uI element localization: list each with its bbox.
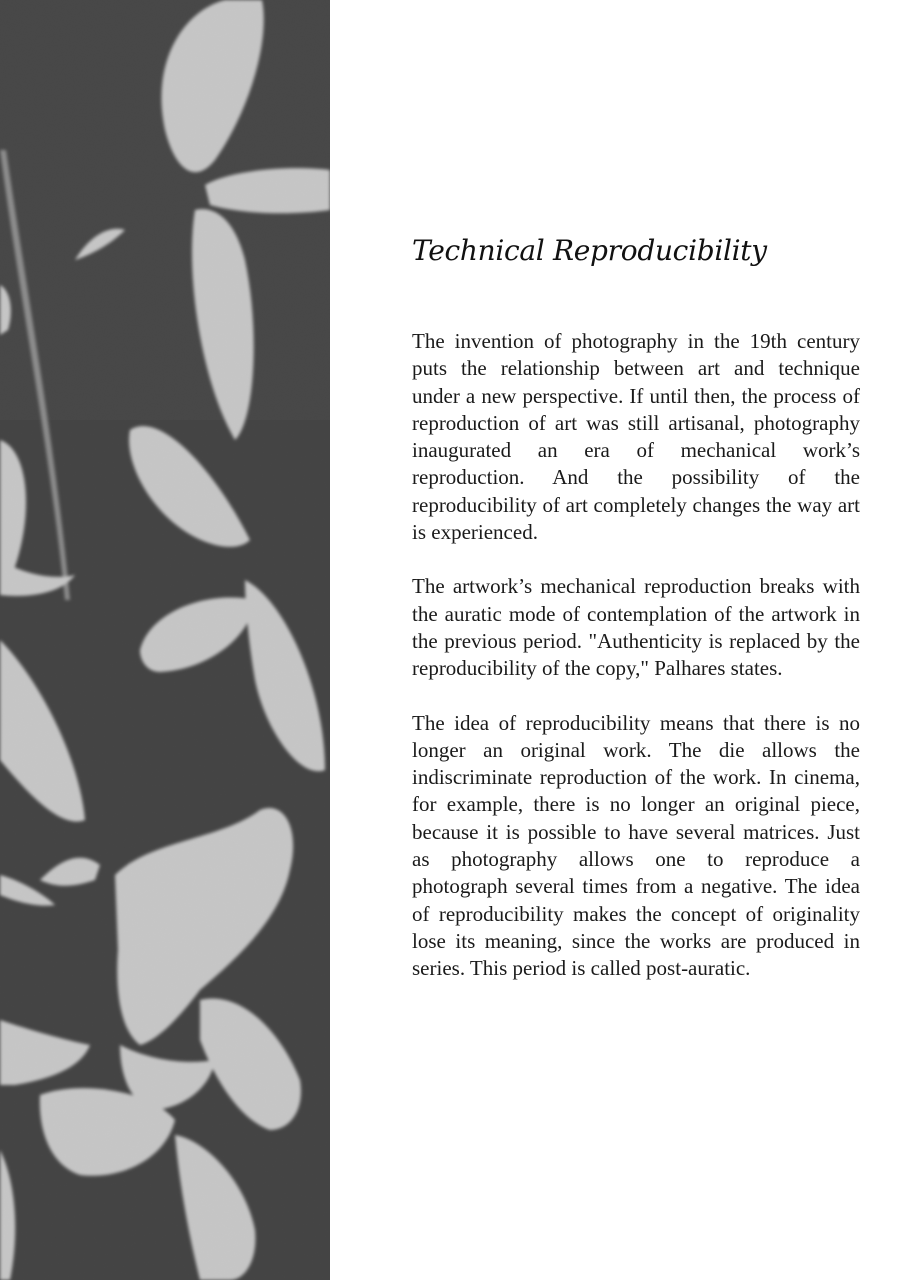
article-title: Technical Reproducibility — [412, 234, 767, 267]
cyanotype-leaf-photo-icon — [0, 0, 330, 1280]
leaf-photograph — [0, 0, 330, 1280]
article-paragraph: The artwork’s mechanical reproduction breaks with the auratic mode of contemplation of the artwork in the previous period. "Authenticity is replaced by the reproducibility of the copy," Palhares states. — [412, 574, 860, 681]
article — [412, 226, 860, 1010]
article-paragraph: The invention of photography in the 19th century puts the relationship between art and technique under a new perspective. If until then, the process of reproduction of art was still artisanal, photography inaugurated an era of mechanical work’s reproduction. And the possibility of the reproducibility of art completely changes the way art is experienced. — [412, 329, 860, 545]
article-paragraph: The idea of reproducibility means that there is no longer an original work. The die allows the indiscriminate reproduction of the work. In cinema, for example, there is no longer an original piece, because it is possible to have several matrices. Just as photography allows one to reproduce a photograph several times from a negative. The idea of reproducibility makes the concept of originality lose its meaning, since the works are produced in series. This period is called post-auratic. — [412, 710, 860, 981]
